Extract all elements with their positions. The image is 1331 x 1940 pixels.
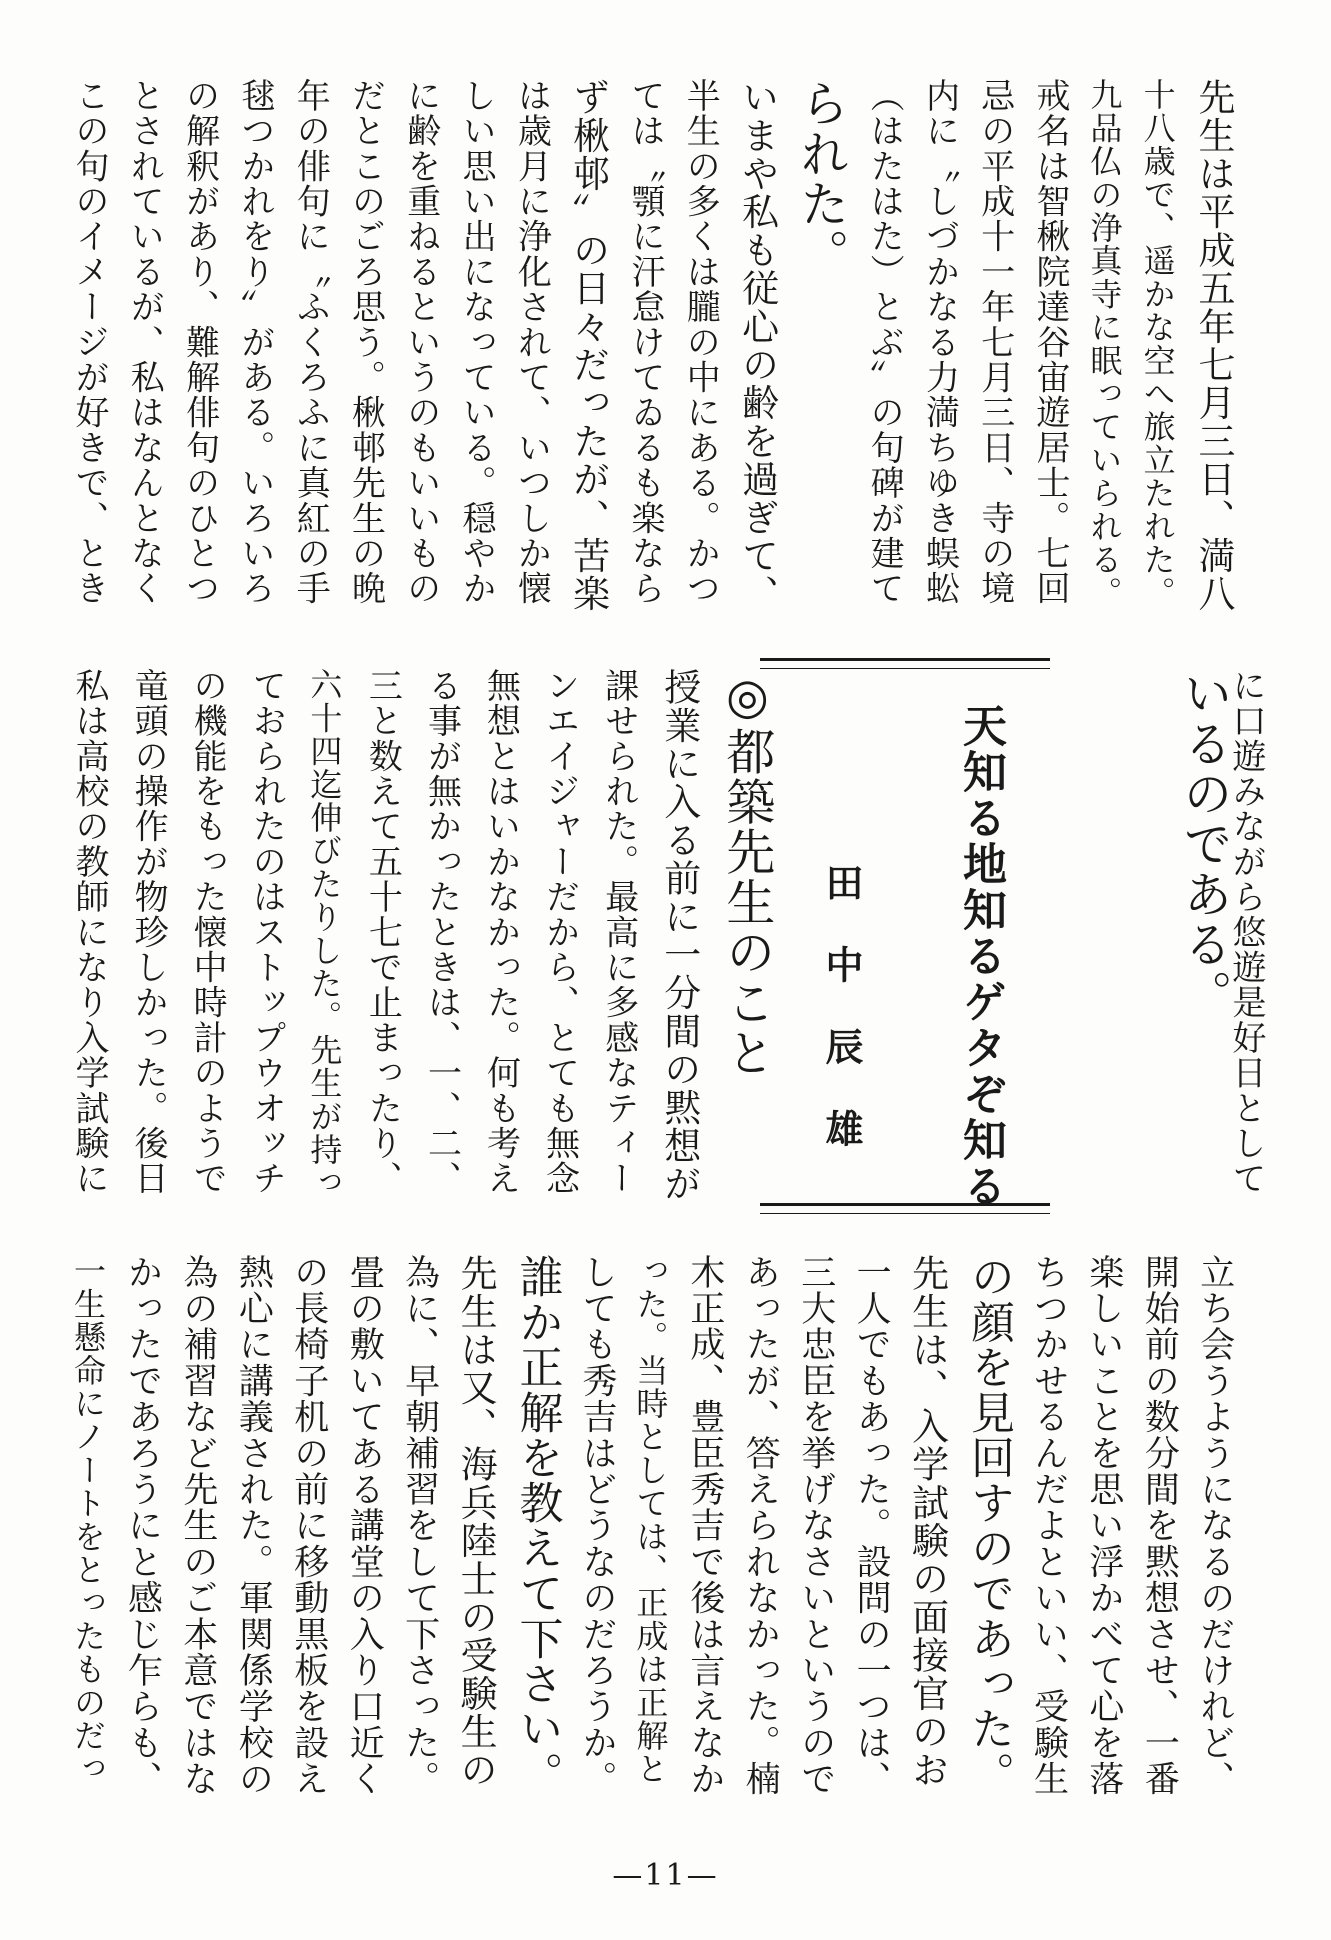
text-column: いるのである。: [1176, 668, 1233, 1020]
text-column: る事が無かったときは、一、二、: [421, 668, 462, 1196]
article-title: 天知る地知るゲタぞ知る: [955, 703, 1006, 1209]
text-column: 毬つかれをり〟がある。いろいろ: [234, 78, 275, 606]
text-column: 先生は又、海兵陸士の受験生の: [454, 1254, 498, 1789]
text-column: ちつかせるんだよといい、受験生: [1028, 1254, 1069, 1797]
text-column: 六十四迄伸びたりした。先生が持っ: [305, 668, 344, 1200]
text-block-bottom: [69, 1254, 1235, 1799]
text-column: 戒名は智楸院達谷宙遊居士。七回: [1030, 78, 1071, 606]
text-column: ◎都築先生のこと: [718, 668, 776, 1078]
text-column: 九品仏の浄真寺に眠っていられる。: [1085, 78, 1124, 610]
text-column: 半生の多くは朧の中にある。かつ: [680, 78, 721, 606]
text-column: の長椅子机の前に移動黒板を設え: [288, 1254, 329, 1797]
text-column: 三と数えて五十七で止まったり、: [362, 668, 403, 1196]
text-block-top: [69, 78, 1235, 618]
text-column: は歳月に浄化されて、いつしか懐: [511, 78, 552, 606]
heading-top-rule: [760, 658, 1050, 669]
text-block-mid-left: [69, 668, 776, 1208]
text-column: 三大忠臣を挙げなさいというので: [795, 1254, 836, 1797]
text-column: 一生懸命にノートをとったものだっ: [69, 1254, 107, 1786]
text-column: 内に〝しづかなる力満ちゆき蜈蚣: [919, 78, 960, 606]
text-column: 私は高校の教師になり入学試験に: [69, 668, 109, 1196]
text-column: だとこのごろ思う。楸邨先生の晩: [345, 78, 386, 606]
text-column: に口遊みながら悠遊是好日として: [1226, 668, 1266, 1196]
text-column: 立ち会うようになるのだけれど、: [1194, 1254, 1235, 1797]
text-column: 竜頭の操作が物珍しかった。後日: [128, 668, 169, 1196]
text-column: ておられたのはストップウオッチ: [246, 668, 287, 1196]
text-column: 木正成、豊臣秀吉で後は言えなか: [684, 1254, 725, 1797]
heading-bottom-rule: [760, 1203, 1050, 1214]
article-heading-box: [760, 658, 1050, 1214]
text-column: られた。: [792, 78, 850, 279]
text-column: 開始前の数分間を黙想させ、一番: [1139, 1254, 1180, 1797]
text-column: あったが、答えられなかった。楠: [740, 1254, 781, 1797]
text-column: しても秀吉はどうなのだろうか。: [576, 1254, 617, 1797]
text-column: かったであろうにと感じ乍らも、: [122, 1254, 163, 1797]
text-column: いまや私も従心の齢を過ぎて、: [735, 78, 779, 613]
text-column: 先生は平成五年七月三日、満八: [1191, 78, 1235, 613]
text-column: に齢を重ねるというのもいいもの: [400, 78, 441, 606]
text-column: 忌の平成十一年七月三日、寺の境: [974, 78, 1015, 606]
text-column: 先生は、入学試験の面接官のお: [905, 1254, 949, 1789]
text-column: 課せられた。最高に多感なティー: [598, 668, 639, 1196]
text-column: ては〝顎に汗怠けてゐるも楽なら: [624, 78, 665, 606]
text-column: とされているが、私はなんとなく: [124, 78, 165, 606]
text-column: った。当時としては、正成は正解と: [631, 1254, 670, 1786]
text-column: 誰か正解を教えて下さい。: [511, 1254, 563, 1797]
text-column: この句のイメージが好きで、とき: [69, 78, 109, 606]
text-block-mid-right: [1176, 668, 1266, 1208]
text-column: の顔を見回すのであった。: [963, 1254, 1014, 1797]
text-column: 授業に入る前に一分間の黙想が: [657, 668, 701, 1203]
text-column: しい思い出になっている。穏やか: [456, 78, 497, 606]
text-column: 十八歳で、遥かな空へ旅立たれた。: [1138, 78, 1177, 610]
text-column: 一人でもあった。設問の一つは、: [851, 1254, 892, 1797]
page-number: —11—: [612, 1858, 719, 1893]
text-column: 楽しいことを思い浮かべて心を落: [1083, 1254, 1124, 1797]
text-column: 熱心に講義された。軍関係学校の: [233, 1254, 274, 1797]
text-column: ンエイジャーだから、とても無念: [539, 668, 580, 1196]
text-column: 畳の敷いてある講堂の入り口近く: [344, 1254, 385, 1797]
text-column: 無想とはいかなかった。何も考え: [480, 668, 521, 1196]
text-column: （はたはた）とぶ〟の句碑が建て: [864, 78, 905, 606]
text-column: の機能をもった懐中時計のようで: [187, 668, 228, 1196]
text-column: 年の俳句に〝ふくろふに真紅の手: [290, 78, 331, 606]
author-name: 田中辰雄: [819, 863, 863, 1191]
text-column: ず楸邨〟の日々だったが、苦楽: [566, 78, 610, 613]
text-column: の解釈があり、難解俳句のひとつ: [179, 78, 220, 606]
text-column: 為に、早朝補習をして下さった。: [399, 1254, 440, 1797]
text-column: 為の補習など先生のご本意ではな: [177, 1254, 218, 1797]
